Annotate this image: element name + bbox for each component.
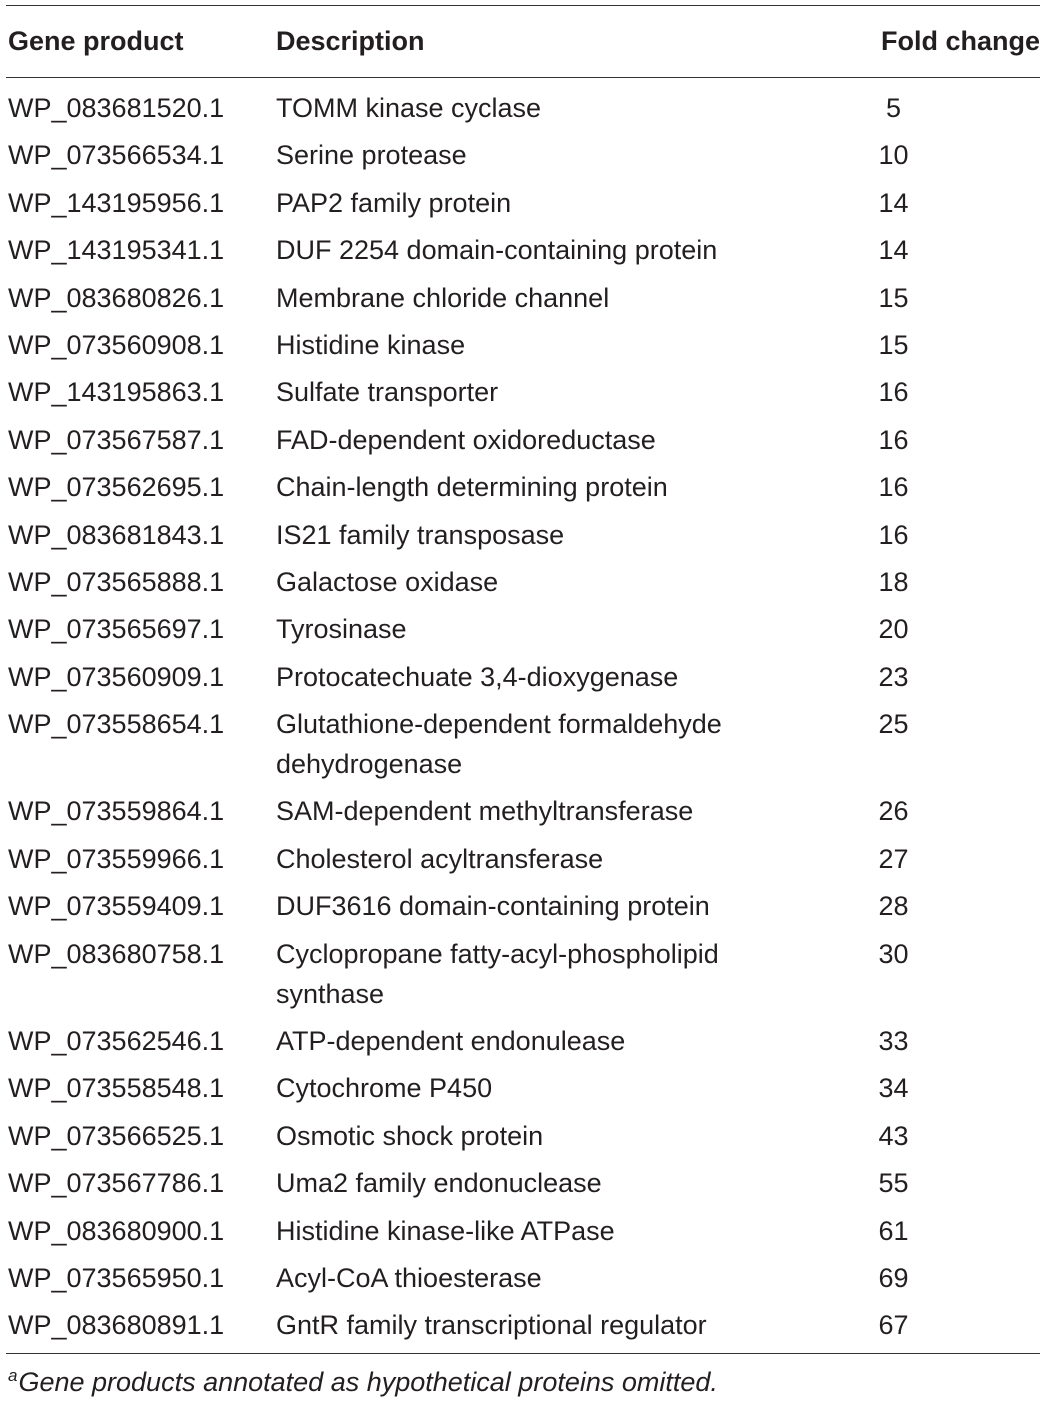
cell-gene-product: WP_083681843.1: [8, 519, 225, 550]
cell-fold-change: 5: [885, 93, 902, 123]
cell-description: Cytochrome P450: [276, 1073, 493, 1104]
cell-gene-product: WP_073560908.1: [8, 329, 225, 360]
cell-description: DUF3616 domain-containing protein: [276, 891, 710, 922]
table-row: [6, 515, 1040, 555]
cell-gene-product: WP_073562695.1: [8, 472, 225, 503]
cell-description: Membrane chloride channel: [276, 282, 610, 313]
table-row: [6, 1021, 1040, 1061]
table-row: [6, 1068, 1040, 1108]
cell-fold-change: 26: [878, 796, 909, 827]
cell-description: PAP2 family protein: [276, 187, 512, 218]
cell-description: ATP-dependent endonulease: [276, 1026, 626, 1057]
cell-fold-change: 69: [878, 1262, 909, 1293]
cell-gene-product: WP_073566525.1: [8, 1120, 225, 1151]
cell-description: IS21 family transposase: [276, 519, 565, 550]
table-row: [6, 704, 1040, 784]
cell-fold-change: 14: [878, 187, 909, 218]
cell-gene-product: WP_073562546.1: [8, 1026, 225, 1057]
table-row: [6, 467, 1040, 507]
table-row: [6, 839, 1040, 879]
cell-fold-change: 16: [878, 519, 909, 550]
cell-gene-product: WP_073567587.1: [8, 424, 225, 455]
cell-description: Chain-length determining protein: [276, 472, 668, 503]
cell-fold-change: 33: [878, 1026, 909, 1057]
cell-fold-change: 20: [878, 614, 909, 645]
cell-fold-change: 61: [878, 1215, 909, 1246]
cell-gene-product: WP_073559409.1: [8, 891, 225, 922]
cell-gene-product: WP_073566534.1: [8, 140, 225, 171]
cell-description: GntR family transcriptional regulator: [276, 1310, 707, 1341]
table-row: [6, 609, 1040, 649]
cell-gene-product: WP_073565888.1: [8, 566, 225, 597]
cell-gene-product: WP_083681520.1: [8, 93, 225, 123]
cell-description: Cyclopropane fatty-acyl-phospholipid synthase: [276, 938, 719, 1009]
cell-gene-product: WP_083680891.1: [8, 1310, 225, 1341]
header-fold-change: Fold change: [880, 26, 1040, 56]
table-row: [6, 88, 1040, 128]
table-row: [6, 325, 1040, 365]
cell-gene-product: WP_083680826.1: [8, 282, 225, 313]
table-body: [6, 78, 1040, 1345]
cell-description: Osmotic shock protein: [276, 1120, 544, 1151]
table-row: [6, 562, 1040, 602]
cell-fold-change: 16: [878, 377, 909, 408]
cell-gene-product: WP_073558548.1: [8, 1073, 225, 1104]
cell-gene-product: WP_073560909.1: [8, 661, 225, 692]
cell-description: TOMM kinase cyclase: [276, 93, 542, 123]
cell-gene-product: WP_073559864.1: [8, 796, 225, 827]
cell-fold-change: 43: [878, 1120, 909, 1151]
footnote-text: Gene products annotated as hypothetical proteins omitted.: [18, 1367, 718, 1398]
cell-description: Cholesterol acyltransferase: [276, 843, 604, 874]
table-row: [6, 372, 1040, 412]
cell-fold-change: 55: [878, 1168, 909, 1199]
cell-fold-change: 23: [878, 661, 909, 692]
footnote-marker: a: [8, 1366, 18, 1386]
table-row: [6, 278, 1040, 318]
table-row: [6, 1163, 1040, 1203]
gene-table: [6, 5, 1040, 1398]
cell-gene-product: WP_073558654.1: [8, 709, 225, 740]
table-row: [6, 1211, 1040, 1251]
cell-fold-change: 30: [878, 938, 909, 969]
cell-fold-change: 15: [878, 282, 909, 313]
table-row: [6, 1258, 1040, 1298]
cell-fold-change: 16: [878, 472, 909, 503]
table-row: [6, 420, 1040, 460]
cell-fold-change: 15: [878, 329, 909, 360]
cell-description: SAM-dependent methyltransferase: [276, 796, 694, 827]
table-row: [6, 1116, 1040, 1156]
cell-gene-product: WP_143195956.1: [8, 187, 225, 218]
cell-gene-product: WP_073567786.1: [8, 1168, 225, 1199]
cell-fold-change: 25: [878, 709, 909, 740]
table-row: [6, 886, 1040, 926]
cell-fold-change: 14: [878, 235, 909, 266]
table-header: [6, 6, 1040, 77]
cell-fold-change: 10: [878, 140, 909, 171]
cell-description: Uma2 family endonuclease: [276, 1168, 602, 1199]
cell-gene-product: WP_143195863.1: [8, 377, 225, 408]
cell-description: Protocatechuate 3,4-dioxygenase: [276, 661, 679, 692]
cell-description: FAD-dependent oxidoreductase: [276, 424, 656, 455]
cell-gene-product: WP_073559966.1: [8, 843, 225, 874]
cell-fold-change: 34: [878, 1073, 909, 1104]
cell-description: Sulfate transporter: [276, 377, 499, 408]
cell-gene-product: WP_143195341.1: [8, 235, 225, 266]
header-description: Description: [276, 26, 425, 56]
cell-gene-product: WP_083680758.1: [8, 938, 225, 969]
table-row: [6, 135, 1040, 175]
header-gene-product: Gene product: [8, 26, 184, 56]
cell-fold-change: 28: [878, 891, 909, 922]
table-row: [6, 230, 1040, 270]
cell-fold-change: 27: [878, 843, 909, 874]
cell-fold-change: 16: [878, 424, 909, 455]
cell-description: DUF 2254 domain-containing protein: [276, 235, 718, 266]
table-row: [6, 657, 1040, 697]
cell-description: Galactose oxidase: [276, 566, 499, 597]
cell-gene-product: WP_083680900.1: [8, 1215, 225, 1246]
bottom-rule: [6, 1353, 1040, 1354]
table-row: [6, 1305, 1040, 1345]
cell-description: Histidine kinase-like ATPase: [276, 1215, 615, 1246]
table-row: [6, 934, 1040, 1014]
cell-gene-product: WP_073565950.1: [8, 1262, 225, 1293]
cell-description: Tyrosinase: [276, 614, 407, 645]
cell-description: Glutathione-dependent formaldehyde dehydrogenase: [276, 709, 722, 780]
cell-description: Acyl-CoA thioesterase: [276, 1262, 542, 1293]
cell-fold-change: 18: [878, 566, 909, 597]
cell-fold-change: 67: [878, 1310, 909, 1341]
cell-description: Serine protease: [276, 140, 467, 171]
table-row: [6, 791, 1040, 831]
cell-gene-product: WP_073565697.1: [8, 614, 225, 645]
cell-description: Histidine kinase: [276, 329, 466, 360]
table-footnote: [6, 1366, 1040, 1398]
table-row: [6, 183, 1040, 223]
